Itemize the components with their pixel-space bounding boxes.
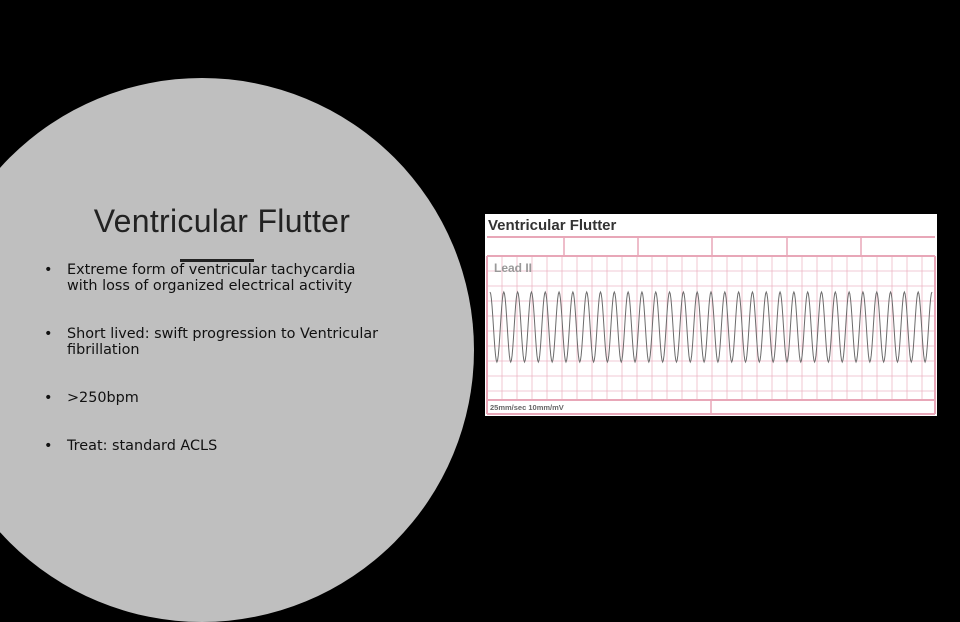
bullet-text: Extreme form of ventricular tachycardia with loss of organized electrical activity — [67, 262, 356, 294]
bullet-dot-icon: • — [44, 262, 53, 278]
bullet-item — [44, 438, 389, 454]
bullet-text: Short lived: swift progression to Ventricular fibrillation — [67, 326, 379, 358]
ecg-strip-title: Ventricular Flutter — [488, 217, 617, 234]
bullet-dot-icon: • — [44, 326, 53, 342]
slide-title: Ventricular Flutter — [93, 203, 351, 240]
ecg-grid — [487, 237, 935, 414]
bullet-dot-icon: • — [44, 390, 53, 406]
bullet-text: Treat: standard ACLS — [67, 438, 218, 454]
bullet-dot-icon: • — [44, 438, 53, 454]
ecg-strip-image — [485, 214, 937, 416]
ecg-footer-label: 25mm/sec 10mm/mV — [490, 403, 564, 412]
bullet-item — [44, 390, 389, 406]
ecg-trace — [490, 292, 932, 362]
bullet-item — [44, 262, 389, 294]
ecg-lead-label: Lead II — [494, 261, 533, 275]
bullet-text: >250bpm — [67, 390, 139, 406]
bullet-list — [44, 262, 389, 454]
bullet-item — [44, 326, 389, 358]
ecg-strip-graphic — [485, 214, 937, 416]
